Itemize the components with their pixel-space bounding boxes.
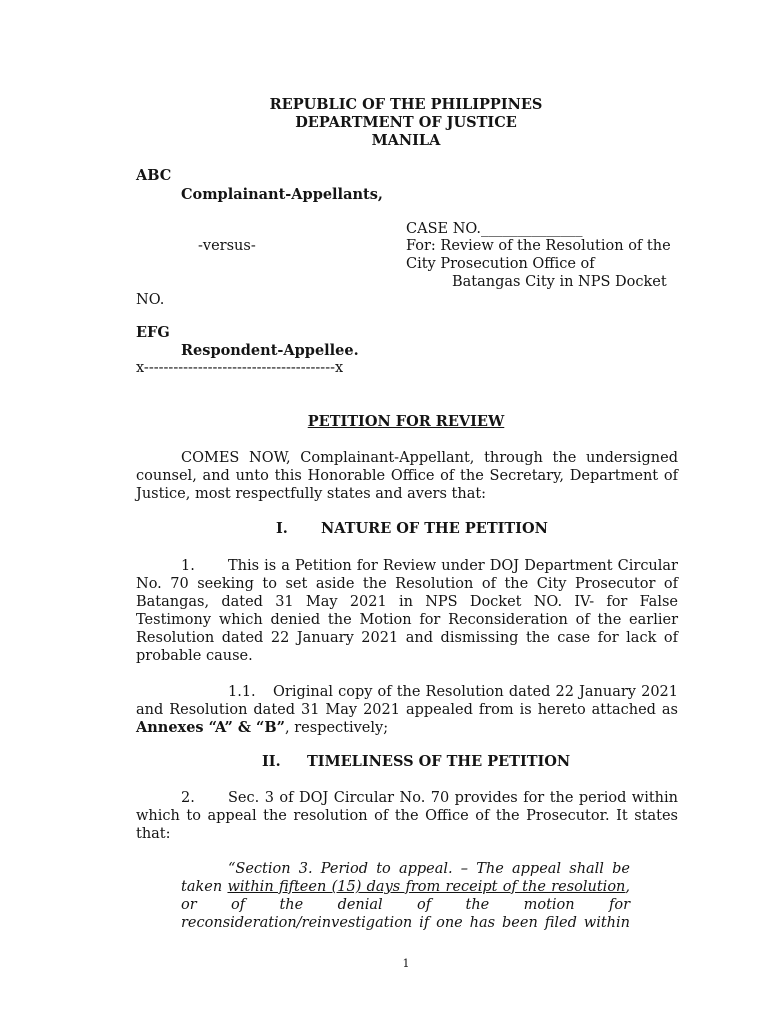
complainant-name: ABC bbox=[136, 167, 172, 184]
for-review-line-2: City Prosecution Office of bbox=[406, 256, 595, 272]
quote-line-2-post: , bbox=[625, 879, 630, 895]
quote-line-4: reconsideration/reinvestigation if one has been filed within bbox=[181, 915, 630, 931]
respondent-name: EFG bbox=[136, 324, 170, 341]
section-2-number: II. bbox=[262, 753, 281, 770]
quote-line-2 bbox=[181, 878, 630, 896]
header-city: MANILA bbox=[371, 132, 441, 149]
para-1-line-4: Testimony which denied the Motion for Reconsideration of the earlier bbox=[136, 612, 678, 628]
para-1-line-3: Batangas, dated 31 May 2021 in NPS Docket NO. IV- for False bbox=[136, 594, 678, 610]
para-1-1-line-1: Original copy of the Resolution dated 22 January 2021 bbox=[273, 684, 678, 700]
versus-label: -versus- bbox=[198, 238, 256, 254]
page-number: 1 bbox=[402, 957, 410, 970]
intro-line-2: counsel, and unto this Honorable Office of the Secretary, Department of bbox=[136, 468, 678, 484]
case-number: CASE NO.______________ bbox=[406, 221, 583, 237]
para-1-1-line-3 bbox=[136, 719, 388, 737]
section-2-heading: TIMELINESS OF THE PETITION bbox=[307, 753, 571, 770]
para-2-number: 2. bbox=[181, 790, 195, 806]
para-2-line-1: Sec. 3 of DOJ Circular No. 70 provides for the period within bbox=[228, 790, 678, 806]
quote-underlined-period: within fifteen (15) days from receipt of the resolution bbox=[227, 879, 626, 895]
respondent-role: Respondent-Appellee. bbox=[181, 342, 359, 359]
para-1-line-5: Resolution dated 22 January 2021 and dismissing the case for lack of bbox=[136, 630, 678, 646]
section-1-number: I. bbox=[276, 520, 288, 537]
para-1-line-1: This is a Petition for Review under DOJ Department Circular bbox=[228, 558, 678, 574]
quote-line-1: “Section 3. Period to appeal. – The appeal shall be bbox=[228, 861, 630, 877]
para-1-line-2: No. 70 seeking to set aside the Resolution of the City Prosecutor of bbox=[136, 576, 678, 592]
intro-line-1: COMES NOW, Complainant-Appellant, through the undersigned bbox=[181, 450, 678, 466]
for-review-line-4: NO. bbox=[136, 292, 165, 308]
section-1-heading: NATURE OF THE PETITION bbox=[321, 520, 548, 537]
quote-line-2-pre: taken bbox=[181, 879, 228, 895]
para-1-number: 1. bbox=[181, 558, 195, 574]
para-1-line-6: probable cause. bbox=[136, 648, 253, 664]
caption-divider: x---------------------------------------x bbox=[136, 360, 344, 376]
document-title: PETITION FOR REVIEW bbox=[307, 413, 505, 430]
para-2-line-3: that: bbox=[136, 826, 171, 842]
intro-line-3: Justice, most respectfully states and avers that: bbox=[136, 486, 487, 502]
annexes-reference: Annexes “A” & “B” bbox=[136, 719, 285, 736]
header-department: DEPARTMENT OF JUSTICE bbox=[295, 114, 517, 131]
for-review-line-1: For: Review of the Resolution of the bbox=[406, 238, 671, 254]
annexes-suffix: , respectively; bbox=[284, 720, 389, 736]
for-review-line-3: Batangas City in NPS Docket bbox=[452, 274, 667, 290]
para-1-1-number: 1.1. bbox=[228, 684, 256, 700]
para-2-line-2: which to appeal the resolution of the Office of the Prosecutor. It states bbox=[136, 808, 678, 824]
complainant-role: Complainant-Appellants, bbox=[181, 186, 383, 203]
header-republic: REPUBLIC OF THE PHILIPPINES bbox=[269, 96, 543, 113]
quote-line-3: or of the denial of the motion for bbox=[181, 897, 630, 913]
para-1-1-line-2: and Resolution dated 31 May 2021 appealed from is hereto attached as bbox=[136, 702, 678, 718]
